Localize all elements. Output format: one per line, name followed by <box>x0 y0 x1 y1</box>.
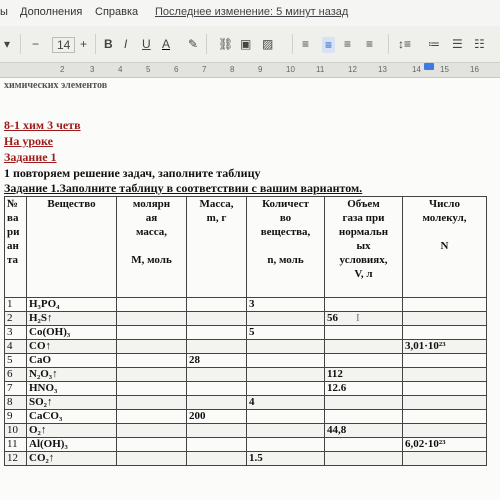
text-cursor-icon: I <box>356 312 360 324</box>
font-size-increase-button[interactable]: + <box>80 37 88 51</box>
cell-substance[interactable]: CaO <box>27 354 117 368</box>
cell-volume[interactable]: 112 <box>325 368 403 382</box>
table-row <box>5 354 487 368</box>
cell-mass[interactable] <box>187 368 247 382</box>
cell-variant[interactable]: 1 <box>5 298 27 312</box>
table-row <box>5 326 487 340</box>
cell-amount[interactable] <box>247 410 325 424</box>
header-variant: № ва ри ан та <box>5 197 27 298</box>
ruler-tick: 11 <box>316 65 325 74</box>
cell-molar-mass[interactable] <box>117 424 187 438</box>
cell-amount[interactable] <box>247 312 325 326</box>
header-mass: Масса, m, г <box>187 197 247 298</box>
cell-volume[interactable]: 12.6 <box>325 382 403 396</box>
table-row <box>5 382 487 396</box>
last-edit-link[interactable]: Последнее изменение: 5 минут назад <box>155 6 349 18</box>
task-heading: Задание 1 <box>4 150 57 164</box>
cell-amount[interactable] <box>247 438 325 452</box>
cell-volume[interactable] <box>325 340 403 354</box>
link-icon[interactable]: ⛓ <box>218 37 234 51</box>
cell-mass[interactable]: 200 <box>187 410 247 424</box>
chevron-down-icon[interactable]: ▾ <box>4 37 11 51</box>
cell-mass[interactable] <box>187 438 247 452</box>
highlighter-icon[interactable]: ✎ <box>188 37 199 51</box>
ruler-tick: 10 <box>286 65 295 74</box>
cell-mass[interactable]: 28 <box>187 354 247 368</box>
cell-variant[interactable]: 11 <box>5 438 27 452</box>
cell-molar-mass[interactable] <box>117 438 187 452</box>
cell-amount[interactable]: 4 <box>247 396 325 410</box>
bullet-list-icon[interactable]: ☰ <box>452 37 463 51</box>
align-left-icon[interactable]: ≡ <box>302 37 310 51</box>
cell-molar-mass[interactable] <box>117 340 187 354</box>
cell-mass[interactable] <box>187 452 247 466</box>
cell-variant[interactable]: 3 <box>5 326 27 340</box>
cell-amount[interactable] <box>247 354 325 368</box>
ruler-tick: 12 <box>348 65 357 74</box>
doc-heading: 8-1 хим 3 четв <box>4 118 81 132</box>
cell-molecules[interactable] <box>403 298 487 312</box>
cell-mass[interactable] <box>187 340 247 354</box>
cell-amount[interactable]: 5 <box>247 326 325 340</box>
table-row <box>5 424 487 438</box>
cell-molecules[interactable]: 3,01·10²³ <box>403 340 487 354</box>
cell-mass[interactable] <box>187 312 247 326</box>
cell-molar-mass[interactable] <box>117 354 187 368</box>
table-row <box>5 396 487 410</box>
ruler-tick: 14 <box>412 65 421 74</box>
cell-variant[interactable]: 4 <box>5 340 27 354</box>
cell-variant[interactable]: 6 <box>5 368 27 382</box>
cell-variant[interactable]: 2 <box>5 312 27 326</box>
cell-volume[interactable] <box>325 326 403 340</box>
line-spacing-icon[interactable]: ↕≡ <box>398 37 412 51</box>
cell-molecules[interactable] <box>403 382 487 396</box>
ruler-tick: 3 <box>90 65 95 74</box>
cell-substance[interactable]: H₃PO₄ <box>27 298 117 312</box>
cell-molecules[interactable] <box>403 326 487 340</box>
cell-molecules[interactable] <box>403 410 487 424</box>
table-row <box>5 452 487 466</box>
table-header <box>5 197 487 298</box>
checklist-icon[interactable]: ≔ <box>428 37 440 51</box>
separator <box>95 34 96 54</box>
cell-substance[interactable]: CO↑ <box>27 340 117 354</box>
ruler-tick: 9 <box>258 65 263 74</box>
menu-item-help[interactable]: Справка <box>95 6 139 18</box>
cell-substance[interactable]: O₂↑ <box>27 424 117 438</box>
cell-mass[interactable] <box>187 298 247 312</box>
cell-molecules[interactable] <box>403 424 487 438</box>
cell-mass[interactable] <box>187 396 247 410</box>
table-row <box>5 340 487 354</box>
ruler-tick: 2 <box>60 65 65 74</box>
cell-volume[interactable] <box>325 452 403 466</box>
cell-variant[interactable]: 5 <box>5 354 27 368</box>
cell-molar-mass[interactable] <box>117 396 187 410</box>
cell-molar-mass[interactable] <box>117 368 187 382</box>
cell-molar-mass[interactable] <box>117 452 187 466</box>
document-page[interactable] <box>0 78 500 500</box>
align-center-icon[interactable]: ≡ <box>322 37 335 53</box>
ruler-tick: 16 <box>470 65 479 74</box>
cell-substance[interactable]: N₂O₃↑ <box>27 368 117 382</box>
cell-substance[interactable]: H₂S↑ <box>27 312 117 326</box>
cell-molar-mass[interactable] <box>117 312 187 326</box>
cell-mass[interactable] <box>187 326 247 340</box>
cell-volume[interactable] <box>325 354 403 368</box>
image-icon[interactable]: ▨ <box>262 37 274 51</box>
ruler-tick: 15 <box>440 65 449 74</box>
table-row <box>5 410 487 424</box>
underline-button[interactable]: U <box>142 37 151 51</box>
menu-bar <box>0 0 500 26</box>
cell-mass[interactable] <box>187 424 247 438</box>
cell-substance[interactable]: SO₂↑ <box>27 396 117 410</box>
toolbar <box>0 26 500 63</box>
task-description: 1 повторяем решение задач, заполните таблицу <box>4 166 261 180</box>
cell-molar-mass[interactable] <box>117 298 187 312</box>
menu-item-view[interactable]: ы <box>0 6 8 18</box>
font-size-input[interactable]: 14 <box>52 37 75 53</box>
text-color-button[interactable]: A <box>162 37 171 51</box>
align-justify-icon[interactable]: ≡ <box>366 37 374 51</box>
indent-marker-icon[interactable] <box>424 63 434 70</box>
cell-molecules[interactable] <box>403 368 487 382</box>
cell-volume[interactable] <box>325 396 403 410</box>
separator <box>388 34 389 54</box>
cell-volume[interactable]: 44,8 <box>325 424 403 438</box>
header-substance: Вещество <box>27 197 117 298</box>
header-amount: Количест во вещества, n, моль <box>247 197 325 298</box>
cutoff-text: химических элементов <box>4 80 108 90</box>
cell-variant[interactable]: 7 <box>5 382 27 396</box>
ruler-tick: 4 <box>118 65 123 74</box>
header-molar-mass: молярн ая масса, М, моль <box>117 197 187 298</box>
cell-amount[interactable]: 1.5 <box>247 452 325 466</box>
cell-mass[interactable] <box>187 382 247 396</box>
cell-variant[interactable]: 12 <box>5 452 27 466</box>
menu-item-addons[interactable]: Дополнения <box>20 6 83 18</box>
font-size-decrease-button[interactable]: − <box>32 37 40 51</box>
separator <box>206 34 207 54</box>
ruler <box>0 63 500 78</box>
table-body <box>5 298 487 466</box>
cell-volume[interactable] <box>325 410 403 424</box>
cell-molecules[interactable] <box>403 396 487 410</box>
cell-variant[interactable]: 10 <box>5 424 27 438</box>
cell-substance[interactable]: CO₂↑ <box>27 452 117 466</box>
cell-molar-mass[interactable] <box>117 326 187 340</box>
table-row <box>5 312 487 326</box>
cell-molar-mass[interactable] <box>117 410 187 424</box>
doc-subheading: На уроке <box>4 134 53 148</box>
cell-amount[interactable] <box>247 424 325 438</box>
separator <box>292 34 293 54</box>
cell-substance[interactable]: Co(OH)₃ <box>27 326 117 340</box>
ruler-tick: 7 <box>202 65 207 74</box>
cell-substance[interactable]: CaCO₃ <box>27 410 117 424</box>
cell-molecules[interactable] <box>403 312 487 326</box>
table-row <box>5 438 487 452</box>
ruler-tick: 5 <box>146 65 151 74</box>
header-molecules: Число молекул, N <box>403 197 487 298</box>
task-instruction: Задание 1.Заполните таблицу в соответствии с вашим вариантом. <box>4 181 363 195</box>
cell-amount[interactable]: 3 <box>247 298 325 312</box>
cell-molecules[interactable] <box>403 354 487 368</box>
table-row <box>5 298 487 312</box>
table-row <box>5 368 487 382</box>
align-right-icon[interactable]: ≡ <box>344 37 352 51</box>
cell-amount[interactable] <box>247 340 325 354</box>
ruler-tick: 8 <box>230 65 235 74</box>
header-volume: Объем газа при нормальн ых условиях, V, л <box>325 197 403 298</box>
italic-button[interactable]: I <box>124 37 128 51</box>
cell-amount[interactable] <box>247 382 325 396</box>
cell-volume[interactable]: 56 I <box>325 312 403 326</box>
numbered-list-icon[interactable]: ☷ <box>474 37 485 51</box>
cell-molecules[interactable] <box>403 452 487 466</box>
cell-volume[interactable] <box>325 298 403 312</box>
data-table <box>4 196 487 466</box>
cell-variant[interactable]: 9 <box>5 410 27 424</box>
cell-molecules[interactable]: 6,02·10²³ <box>403 438 487 452</box>
cell-amount[interactable] <box>247 368 325 382</box>
cell-substance[interactable]: Al(OH)₃ <box>27 438 117 452</box>
cell-volume[interactable] <box>325 438 403 452</box>
cell-variant[interactable]: 8 <box>5 396 27 410</box>
bold-button[interactable]: B <box>104 37 113 51</box>
ruler-tick: 13 <box>378 65 387 74</box>
comment-icon[interactable]: ▣ <box>240 37 252 51</box>
ruler-tick: 6 <box>174 65 179 74</box>
cell-molar-mass[interactable] <box>117 382 187 396</box>
cell-substance[interactable]: HNO₃ <box>27 382 117 396</box>
separator <box>20 34 21 54</box>
